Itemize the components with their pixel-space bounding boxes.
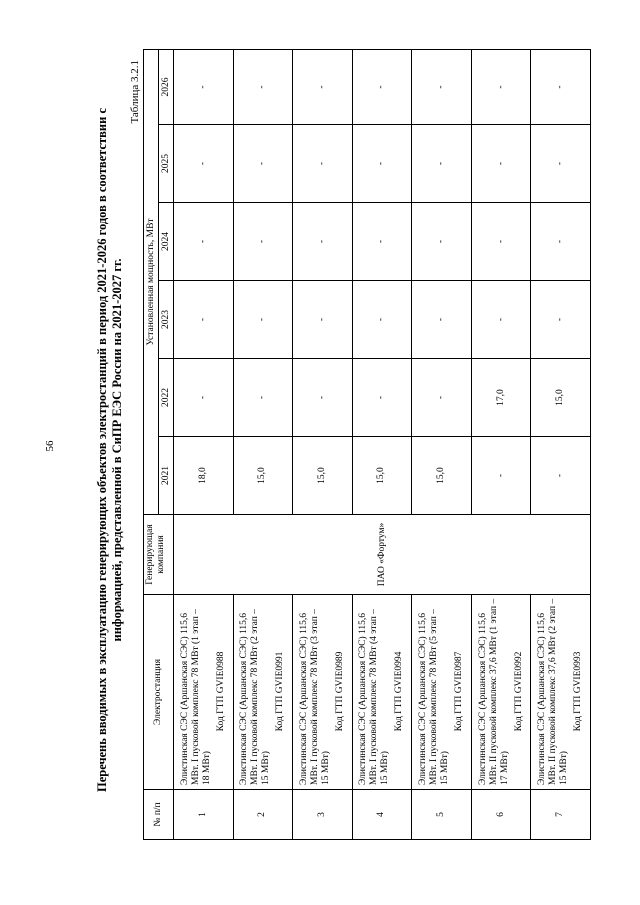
header-year: 2021	[159, 437, 174, 515]
capacity-value: 15,0	[531, 359, 591, 437]
header-year: 2026	[159, 49, 174, 124]
table-row	[531, 49, 591, 839]
header-year: 2024	[159, 203, 174, 281]
capacity-value: -	[293, 359, 353, 437]
row-number: 6	[471, 790, 531, 840]
table-row	[471, 49, 531, 839]
plant-cell	[233, 595, 293, 790]
capacity-value: -	[531, 203, 591, 281]
row-number: 5	[412, 790, 472, 840]
gtp-code: Код ГТП GVIE0994	[394, 651, 405, 732]
plant-cell	[174, 595, 234, 790]
capacity-value: -	[174, 359, 234, 437]
capacity-value: -	[233, 49, 293, 124]
capacity-value: -	[174, 203, 234, 281]
capacity-value: 17,0	[471, 359, 531, 437]
plant-cell	[293, 595, 353, 790]
capacity-value: -	[293, 203, 353, 281]
capacity-value: -	[412, 359, 472, 437]
capacity-value: 15,0	[352, 437, 412, 515]
company-cell: ПАО «Фортум»	[174, 515, 591, 595]
capacity-value: -	[233, 203, 293, 281]
table-row	[412, 49, 472, 839]
plant-name: Элистинская СЭС (Аршанская СЭС) 115,6 МВт. I пусковой комплекс 78 МВт (5 этап – 15 МВт)	[418, 609, 451, 785]
capacity-value: -	[293, 125, 353, 203]
plant-name: Элистинская СЭС (Аршанская СЭС) 115,6 МВт. I пусковой комплекс 78 МВт (1 этап – 18 МВт)	[179, 609, 212, 785]
capacity-value: -	[531, 49, 591, 124]
page-number: 56	[44, 440, 56, 452]
capacity-value: -	[293, 281, 353, 359]
capacity-value: -	[293, 49, 353, 124]
gtp-code: Код ГТП GVIE0988	[215, 651, 226, 732]
capacity-value: -	[233, 125, 293, 203]
capacity-value: -	[412, 125, 472, 203]
table-row	[293, 49, 353, 839]
gtp-code: Код ГТП GVIE0991	[275, 651, 286, 732]
row-number: 3	[293, 790, 353, 840]
capacity-value: -	[352, 203, 412, 281]
capacity-value: -	[471, 281, 531, 359]
table-row	[233, 49, 293, 839]
capacity-value: -	[352, 49, 412, 124]
row-number: 1	[174, 790, 234, 840]
title-line-2: информацией, представленной в СиПР ЕЭС России на 2021-2027 гг.	[110, 258, 124, 642]
gtp-code: Код ГТП GVIE0987	[454, 651, 465, 732]
header-capacity: Установленная мощность, МВт	[144, 49, 159, 514]
capacity-value: -	[471, 125, 531, 203]
capacity-value: 15,0	[293, 437, 353, 515]
header-plant: Электростанция	[144, 595, 174, 790]
gtp-code: Код ГТП GVIE0993	[573, 651, 584, 732]
header-year: 2023	[159, 281, 174, 359]
capacity-value: 15,0	[412, 437, 472, 515]
capacity-value: 18,0	[174, 437, 234, 515]
capacity-value: -	[531, 125, 591, 203]
plants-table	[143, 49, 591, 840]
landscape-page	[95, 50, 595, 850]
capacity-value: -	[233, 281, 293, 359]
capacity-value: -	[531, 281, 591, 359]
plant-cell	[471, 595, 531, 790]
capacity-value: -	[471, 437, 531, 515]
capacity-value: -	[471, 49, 531, 124]
table-row	[352, 49, 412, 839]
plant-name: Элистинская СЭС (Аршанская СЭС) 115,6 МВт. II пусковой комплекс 37,6 МВт (2 этап – 15 МВт)	[537, 598, 570, 785]
header-year: 2025	[159, 125, 174, 203]
document-title	[95, 50, 125, 850]
capacity-value: -	[531, 437, 591, 515]
capacity-value: -	[174, 49, 234, 124]
capacity-value: -	[352, 359, 412, 437]
capacity-value: -	[233, 359, 293, 437]
title-line-1: Перечень вводимых в эксплуатацию генерирующих объектов электростанций в период 2021-2026 годов в соответствии с	[95, 108, 109, 793]
capacity-value: -	[174, 281, 234, 359]
table-row	[174, 49, 234, 839]
plant-name: Элистинская СЭС (Аршанская СЭС) 115,6 МВт. II пусковой комплекс 37,6 МВт (1 этап – 17 МВт)	[477, 598, 510, 785]
capacity-value: -	[352, 281, 412, 359]
plant-name: Элистинская СЭС (Аршанская СЭС) 115,6 МВт. I пусковой комплекс 78 МВт (3 этап – 15 МВт)	[298, 609, 331, 785]
gtp-code: Код ГТП GVIE0989	[334, 651, 345, 732]
capacity-value: -	[471, 203, 531, 281]
capacity-value: 15,0	[233, 437, 293, 515]
plant-cell	[352, 595, 412, 790]
capacity-value: -	[412, 49, 472, 124]
capacity-value: -	[352, 125, 412, 203]
row-number: 2	[233, 790, 293, 840]
plant-name: Элистинская СЭС (Аршанская СЭС) 115,6 МВт. I пусковой комплекс 78 МВт (4 этап – 15 МВт)	[358, 609, 391, 785]
plant-cell	[531, 595, 591, 790]
row-number: 7	[531, 790, 591, 840]
plant-name: Элистинская СЭС (Аршанская СЭС) 115,6 МВт. I пусковой комплекс 78 МВт (2 этап – 15 МВт)	[239, 609, 272, 785]
plant-cell	[412, 595, 472, 790]
capacity-value: -	[412, 281, 472, 359]
header-company: Генерирующая компания	[144, 515, 174, 595]
header-num: № п/п	[144, 790, 174, 840]
gtp-code: Код ГТП GVIE0992	[513, 651, 524, 732]
row-number: 4	[352, 790, 412, 840]
capacity-value: -	[412, 203, 472, 281]
header-year: 2022	[159, 359, 174, 437]
capacity-value: -	[174, 125, 234, 203]
table-caption: Таблица 3.2.1	[129, 60, 141, 124]
